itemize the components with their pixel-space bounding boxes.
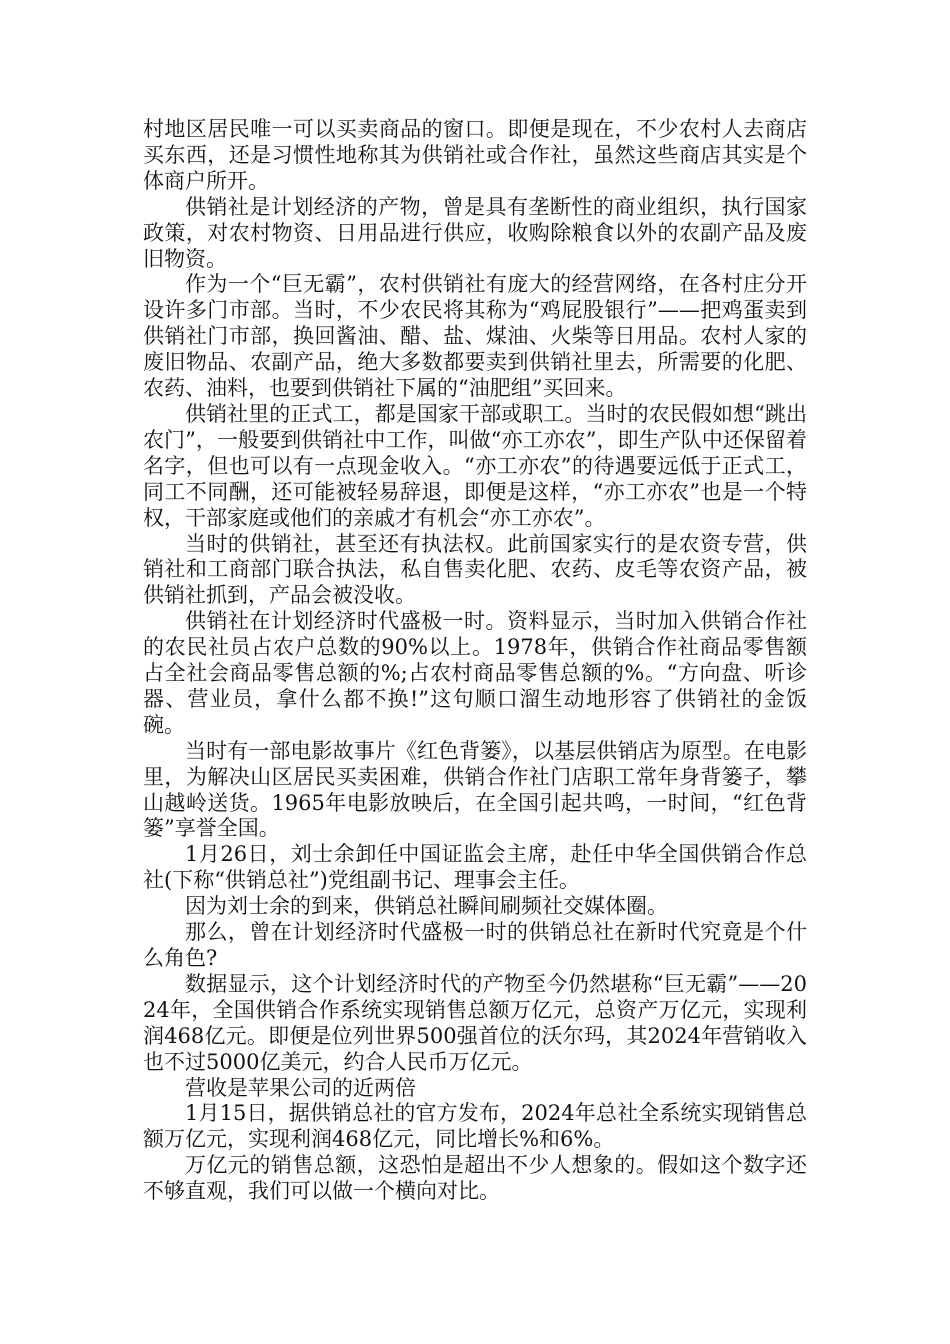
paragraph: 供销社是计划经济的产物，曾是具有垄断性的商业组织，执行国家政策，对农村物资、日用品进行供应，收购除粮食以外的农副产品及废旧物资。 — [143, 194, 807, 271]
paragraph: 供销社里的正式工，都是国家干部或职工。当时的农民假如想“跳出农门”，一般要到供销社中工作，叫做“亦工亦农”，即生产队中还保留着名字，但也可以有一点现金收入。“亦工亦农”的待遇要远低于正式工，同工不同酬，还可能被轻易辞退，即便是这样，“亦工亦农”也是一个特权，干部家庭或他们的亲戚才有机会“亦工亦农”。 — [143, 401, 807, 530]
paragraph-continuation: 村地区居民唯一可以买卖商品的窗口。即便是现在，不少农村人去商店买东西，还是习惯性地称其为供销社或合作社，虽然这些商店其实是个体商户所开。 — [143, 117, 807, 193]
paragraph: 数据显示，这个计划经济时代的产物至今仍然堪称“巨无霸”——2024年，全国供销合作系统实现销售总额万亿元，总资产万亿元，实现利润468亿元。即便是位列世界500强首位的沃尔玛，其2024年营销收入也不过5000亿美元，约合人民币万亿元。 — [143, 971, 807, 1074]
paragraph: 作为一个“巨无霸”，农村供销社有庞大的经营网络，在各村庄分开设许多门市部。当时，不少农民将其称为“鸡屁股银行”——把鸡蛋卖到供销社门市部，换回酱油、醋、盐、煤油、火柴等日用品。农村人家的废旧物品、农副产品，绝大多数都要卖到供销社里去，所需要的化肥、农药、油料，也要到供销社下属的“油肥组”买回来。 — [143, 272, 807, 401]
document-page — [143, 117, 807, 1205]
paragraph: 当时的供销社，甚至还有执法权。此前国家实行的是农资专营，供销社和工商部门联合执法，私自售卖化肥、农药、皮毛等农资产品，被供销社抓到，产品会被没收。 — [143, 531, 807, 608]
section-heading: 营收是苹果公司的近两倍 — [185, 1075, 416, 1100]
paragraph: 1月15日，据供销总社的官方发布，2024年总社全系统实现销售总额万亿元，实现利润468亿元，同比增长%和6%。 — [143, 1101, 807, 1152]
paragraph: 1月26日，刘士余卸任中国证监会主席，赴任中华全国供销合作总社(下称“供销总社”)党组副书记、理事会主任。 — [143, 842, 807, 893]
paragraph: 万亿元的销售总额，这恐怕是超出不少人想象的。假如这个数字还不够直观，我们可以做一个横向对比。 — [143, 1153, 807, 1204]
paragraph: 当时有一部电影故事片《红色背篓》，以基层供销店为原型。在电影里，为解决山区居民买卖困难，供销合作社门店职工常年身背篓子，攀山越岭送货。1965年电影放映后，在全国引起共鸣，一时间，“红色背篓”享誉全国。 — [143, 738, 807, 841]
paragraph: 那么，曾在计划经济时代盛极一时的供销总社在新时代究竟是个什么角色? — [143, 920, 807, 970]
paragraph: 因为刘士余的到来，供销总社瞬间刷频社交媒体圈。 — [185, 894, 668, 919]
paragraph: 供销社在计划经济时代盛极一时。资料显示，当时加入供销合作社的农民社员占农户总数的90%以上。1978年，供销合作社商品零售额占全社会商品零售总额的%;占农村商品零售总额的%。“方向盘、听诊器、营业员，拿什么都不换!”这句顺口溜生动地形容了供销社的金饭碗。 — [143, 609, 807, 737]
